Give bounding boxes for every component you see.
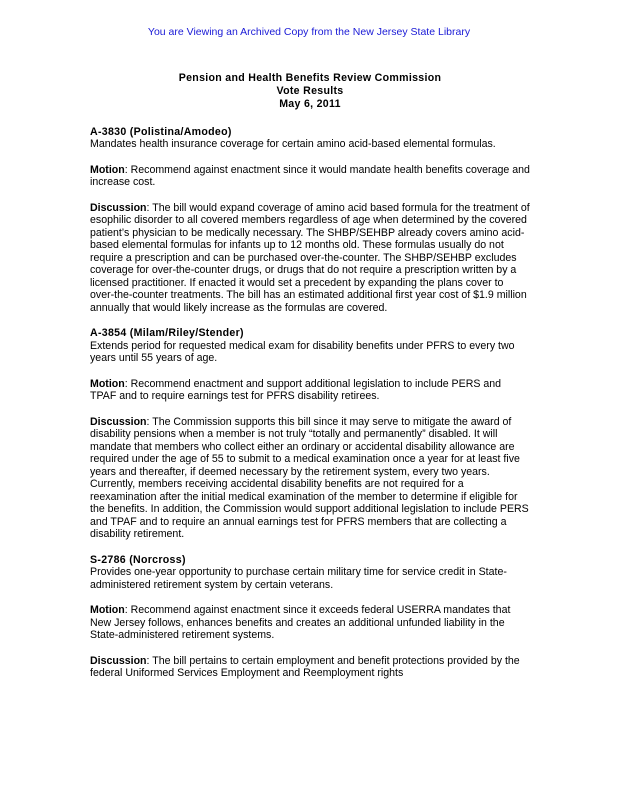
discussion-label: Discussion (90, 415, 147, 428)
archive-banner: You are Viewing an Archived Copy from the New Jersey State Library (147, 26, 471, 38)
bill-title: A-3854 (Milam/Riley/Stender) (90, 327, 244, 340)
motion-label: Motion (90, 377, 125, 390)
motion-label: Motion (90, 163, 125, 176)
bill-intro (90, 327, 530, 365)
motion-text: : Recommend against enactment since it exceeds federal USERRA mandates that New Jersey follows, enhances benefits and creates an additional unfunded liability in the State-administered retirement systems. (90, 604, 511, 642)
motion-text: : Recommend against enactment since it would mandate health benefits coverage and increase cost. (90, 163, 530, 189)
bill-discussion (90, 416, 530, 541)
discussion-text: : The bill pertains to certain employment and benefit protections provided by the federal Uniformed Services Employment and Reemployment rights (90, 654, 520, 680)
bill-summary: Extends period for requested medical exam for disability benefits under PFRS to every two years until 55 years of age. (90, 339, 515, 365)
discussion-text: : The bill would expand coverage of amino acid based formula for the treatment of esophilic disorder to all covered members regardless of age when determined by the covered patient’s physician to be medically necessary. The SHBP/SEHBP already covers amino acid-based elemental formulas for infants up to 12 months old. These formulas usually do not require a prescription and can be purchased over-the-counter. The SHBP/SEHBP excludes coverage for over-the-counter drugs, or drugs that do not require a prescription written by a licensed practitioner. If enacted it would set a precedent by expanding the plans cover to over-the-counter treatments. The bill has an estimated additional first year cost of $1.9 million annually that would likely increase as the formulas are covered. (90, 201, 530, 314)
discussion-label: Discussion (90, 654, 147, 667)
header-date: May 6, 2011 (279, 98, 341, 111)
header-commission: Pension and Health Benefits Review Commission (178, 72, 442, 84)
document-header (90, 72, 530, 112)
bill-title: A-3830 (Polistina/Amodeo) (90, 125, 232, 138)
bill-section (90, 126, 530, 315)
bill-summary: Provides one-year opportunity to purchase certain military time for service credit in State-administered retirement system by certain veterans. (90, 566, 507, 591)
bill-discussion (90, 202, 530, 315)
bill-motion (90, 164, 530, 189)
bill-discussion (90, 655, 530, 680)
discussion-label: Discussion (90, 201, 147, 214)
bill-intro (90, 554, 530, 592)
bill-section (90, 327, 530, 541)
motion-label: Motion (90, 604, 125, 617)
discussion-text: : The Commission supports this bill since it may serve to mitigate the award of disability pensions when a member is not truly “totally and permanently” disabled. It will mandate that members who collect either an ordinary or accidental disability allowance are required under the age of 55 to submit to a medical examination once a year for at least five years and thereafter, if deemed necessary by the retirement system, every two years. Currently, members receiving accidental disability benefits are not required for a reexamination after the initial medical examination of the member to determine if eligible for the benefits. In addition, the Commission would support additional legislation to include PERS and TPAF and to require an annual earnings test for PFRS members that are collecting a disability retirement. (90, 415, 529, 541)
bill-motion (90, 604, 530, 642)
bill-intro (90, 126, 530, 151)
bill-summary: Mandates health insurance coverage for certain amino acid-based elemental formulas. (90, 138, 496, 151)
document-page (90, 72, 530, 693)
bill-title: S-2786 (Norcross) (90, 553, 186, 566)
header-vote-results: Vote Results (276, 85, 344, 98)
bill-motion (90, 378, 530, 403)
bill-section (90, 554, 530, 680)
motion-text: : Recommend enactment and support additional legislation to include PERS and TPAF and to require earnings test for PFRS disability retirees. (90, 377, 502, 403)
